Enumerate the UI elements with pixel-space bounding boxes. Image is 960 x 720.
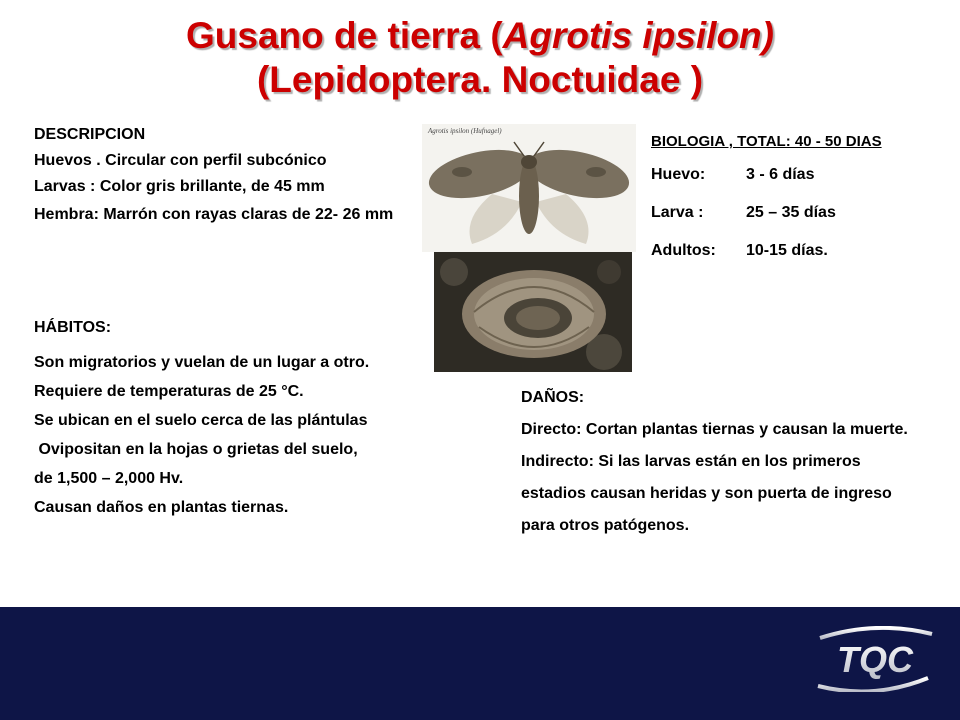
- moth-photo: [422, 124, 636, 252]
- tqc-logo: [816, 626, 934, 692]
- danos-heading: DAÑOS:: [521, 389, 585, 406]
- danos-section: [521, 382, 921, 542]
- tqc-logo-text: TQC: [837, 639, 913, 680]
- moth-caption: Agrotis ipsilon (Hufnagel): [428, 127, 502, 135]
- habitos-section: [34, 314, 444, 522]
- larva-photo: [434, 252, 632, 372]
- habitos-heading: HÁBITOS:: [34, 319, 112, 336]
- biologia-row: [651, 194, 951, 232]
- title-line-2: (Lepidoptera. Noctuidae ): [256, 59, 704, 100]
- danos-indirecto: Indirecto: Si las larvas están en los primeros estadios causan heridas y son puerta de ingreso para otros patógenos.: [521, 453, 892, 534]
- biologia-stage: Larva :: [651, 204, 704, 221]
- biologia-stage: Adultos:: [651, 242, 716, 259]
- descripcion-line: Huevos . Circular con perfil subcónico: [34, 152, 327, 169]
- title-line-1: Gusano de tierra (Agrotis ipsilon): [186, 15, 774, 56]
- habitos-line: Son migratorios y vuelan de un lugar a otro.: [34, 354, 370, 371]
- descripcion-line: Hembra: Marrón con rayas claras de 22- 26 mm: [34, 206, 394, 223]
- biologia-row: [651, 156, 951, 194]
- biologia-row: [651, 232, 951, 270]
- descripcion-section: [34, 122, 424, 230]
- biologia-section: [651, 128, 951, 270]
- habitos-line: Requiere de temperaturas de 25 °C.: [34, 383, 304, 400]
- habitos-line: Ovipositan en la hojas o grietas del suelo,: [34, 441, 358, 458]
- biologia-value: 25 – 35 días: [746, 204, 836, 221]
- descripcion-heading: DESCRIPCION: [34, 126, 146, 143]
- habitos-line: Causan daños en plantas tiernas.: [34, 499, 289, 516]
- slide-title: [0, 14, 960, 102]
- danos-directo: Directo: Cortan plantas tiernas y causan la muerte.: [521, 421, 908, 438]
- biologia-value: 10-15 días.: [746, 242, 828, 259]
- habitos-line: Se ubican en el suelo cerca de las plántulas: [34, 412, 368, 429]
- habitos-line: de 1,500 – 2,000 Hv.: [34, 470, 184, 487]
- descripcion-line: Larvas : Color gris brillante, de 45 mm: [34, 178, 325, 195]
- biologia-value: 3 - 6 días: [746, 166, 815, 183]
- biologia-stage: Huevo:: [651, 166, 706, 183]
- biologia-heading: BIOLOGIA , TOTAL: 40 - 50 DIAS: [651, 133, 882, 150]
